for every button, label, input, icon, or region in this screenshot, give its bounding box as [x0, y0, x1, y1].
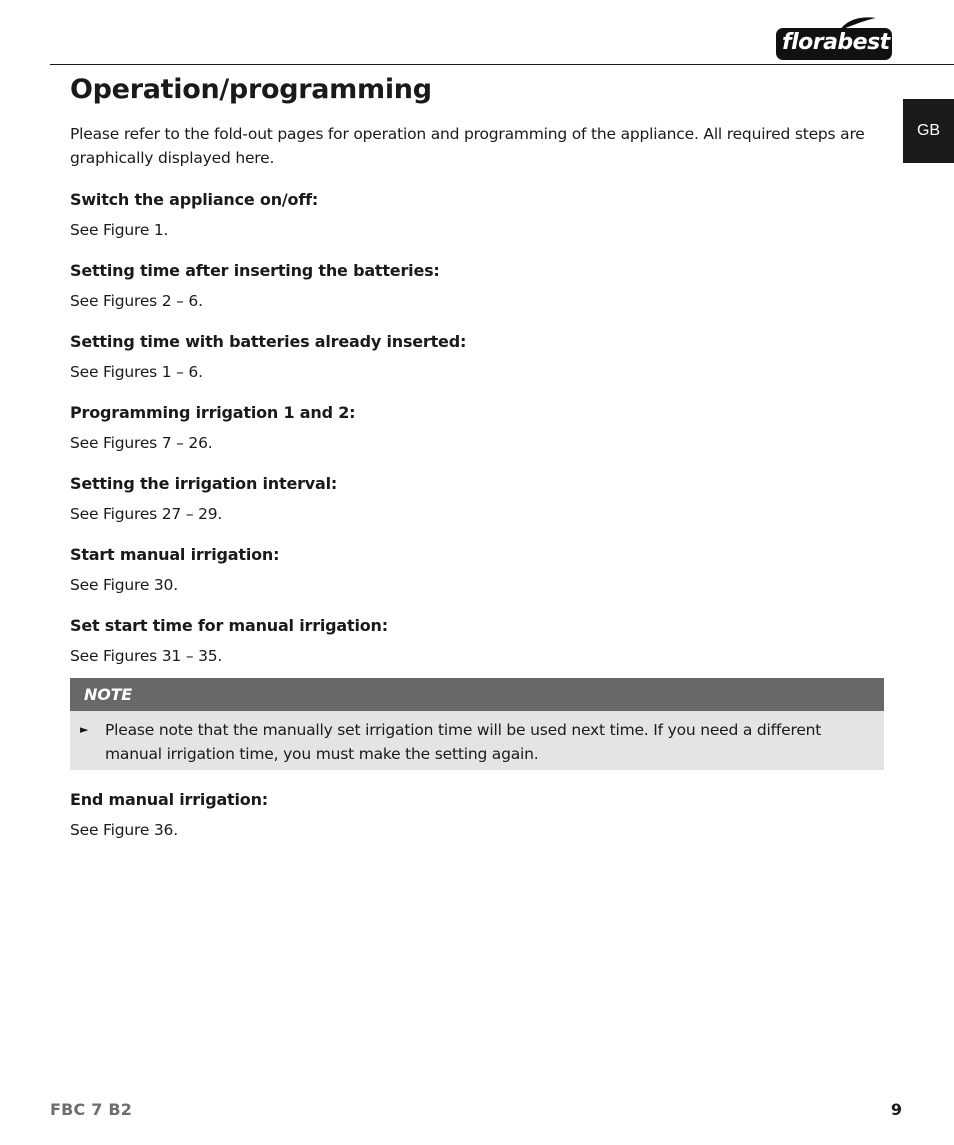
section-heading: Switch the appliance on/off: — [70, 190, 319, 209]
section-heading: End manual irrigation: — [70, 790, 268, 809]
section-start-time-manual — [70, 615, 884, 667]
section-heading: Set start time for manual irrigation: — [70, 616, 388, 635]
page-content — [70, 70, 884, 841]
footer-model: FBC 7 B2 — [50, 1100, 133, 1119]
note-body — [70, 711, 884, 770]
section-text: See Figures 7 – 26. — [70, 434, 213, 452]
section-text: See Figures 1 – 6. — [70, 363, 203, 381]
logo-wordmark: florabest — [782, 30, 890, 55]
note-text: Please note that the manually set irrigation time will be used next time. If you need a different manual irrigation time, you must make the setting again. — [105, 721, 822, 763]
intro-paragraph: Please refer to the fold-out pages for operation and programming of the appliance. All required steps are graphically displayed here. — [70, 125, 865, 167]
language-tab: GB — [903, 99, 954, 163]
section-text: See Figures 27 – 29. — [70, 505, 223, 523]
header-divider — [50, 64, 954, 65]
bullet-arrow-icon: ► — [80, 723, 89, 736]
section-heading: Start manual irrigation: — [70, 545, 280, 564]
section-heading: Programming irrigation 1 and 2: — [70, 403, 356, 422]
section-time-with-batteries — [70, 331, 884, 383]
florabest-logo — [776, 16, 894, 60]
note-label: NOTE — [70, 678, 884, 711]
section-heading: Setting time with batteries already inserted: — [70, 332, 467, 351]
section-programming-irrigation — [70, 402, 884, 454]
page-title: Operation/programming — [70, 74, 432, 105]
section-start-manual — [70, 544, 884, 596]
section-text: See Figure 30. — [70, 576, 178, 594]
section-end-manual — [70, 789, 884, 841]
section-text: See Figure 36. — [70, 821, 178, 839]
section-text: See Figures 2 – 6. — [70, 292, 203, 310]
section-text: See Figure 1. — [70, 221, 169, 239]
page-number: 9 — [890, 1100, 902, 1119]
section-text: See Figures 31 – 35. — [70, 647, 223, 665]
section-switch-on-off — [70, 189, 884, 241]
note-box — [70, 678, 884, 770]
section-irrigation-interval — [70, 473, 884, 525]
section-time-after-batteries — [70, 260, 884, 312]
section-heading: Setting the irrigation interval: — [70, 474, 338, 493]
section-heading: Setting time after inserting the batteries: — [70, 261, 440, 280]
